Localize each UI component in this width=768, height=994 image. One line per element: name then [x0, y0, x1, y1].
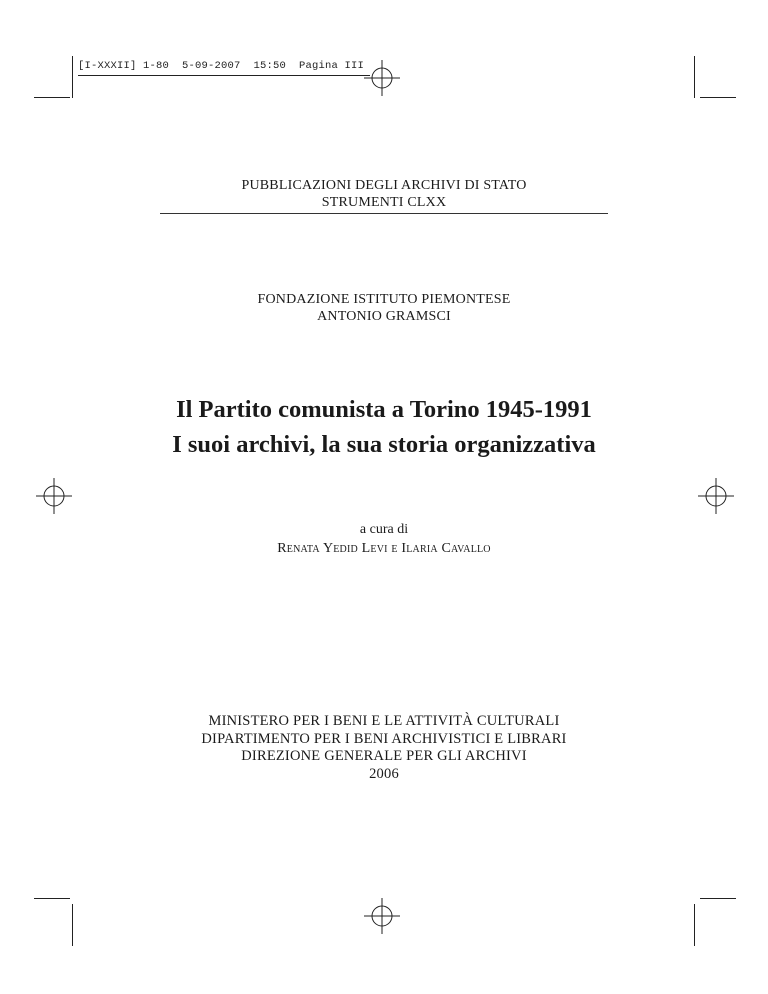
publisher-line-3: DIREZIONE GENERALE PER GLI ARCHIVI: [241, 748, 527, 764]
crop-mark-bottom-right-vertical: [694, 904, 695, 946]
crop-mark-top-left-horizontal: [34, 97, 70, 98]
editors-names: Renata Yedid Levi e Ilaria Cavallo: [277, 541, 491, 556]
editors: [0, 520, 768, 558]
crop-mark-top-left-vertical: [72, 56, 73, 98]
publisher-line-1: MINISTERO PER I BENI E LE ATTIVITÀ CULTURALI: [208, 713, 560, 729]
series-line-1: PUBBLICAZIONI DEGLI ARCHIVI DI STATO: [241, 178, 527, 193]
publication-year: 2006: [369, 765, 399, 782]
printer-slug: [I-XXXII] 1-80 5-09-2007 15:50 Pagina III: [78, 60, 365, 72]
crop-mark-bottom-left-horizontal: [34, 898, 70, 899]
registration-mark-left-icon: [34, 476, 74, 516]
series-heading: [0, 177, 768, 211]
series-rule: [160, 213, 608, 214]
crop-mark-bottom-left-vertical: [72, 904, 73, 946]
registration-mark-top-icon: [362, 58, 402, 98]
slug-rule: [78, 75, 370, 76]
institution-line-2: ANTONIO GRAMSCI: [317, 309, 451, 324]
title-line-1: Il Partito comunista a Torino 1945-1991: [176, 396, 592, 423]
crop-mark-top-right-vertical: [694, 56, 695, 98]
publisher: [0, 713, 768, 783]
editors-label: a cura di: [359, 522, 409, 537]
institution-line-1: FONDAZIONE ISTITUTO PIEMONTESE: [257, 292, 511, 307]
registration-mark-right-icon: [696, 476, 736, 516]
publisher-line-2: DIPARTIMENTO PER I BENI ARCHIVISTICI E LIBRARI: [201, 730, 567, 747]
crop-mark-bottom-right-horizontal: [700, 898, 736, 899]
registration-mark-bottom-icon: [362, 896, 402, 936]
book-title: [0, 392, 768, 462]
institution-heading: [0, 291, 768, 325]
crop-mark-top-right-horizontal: [700, 97, 736, 98]
series-line-2: STRUMENTI CLXX: [321, 195, 447, 210]
title-line-2: I suoi archivi, la sua storia organizzativa: [172, 431, 596, 458]
